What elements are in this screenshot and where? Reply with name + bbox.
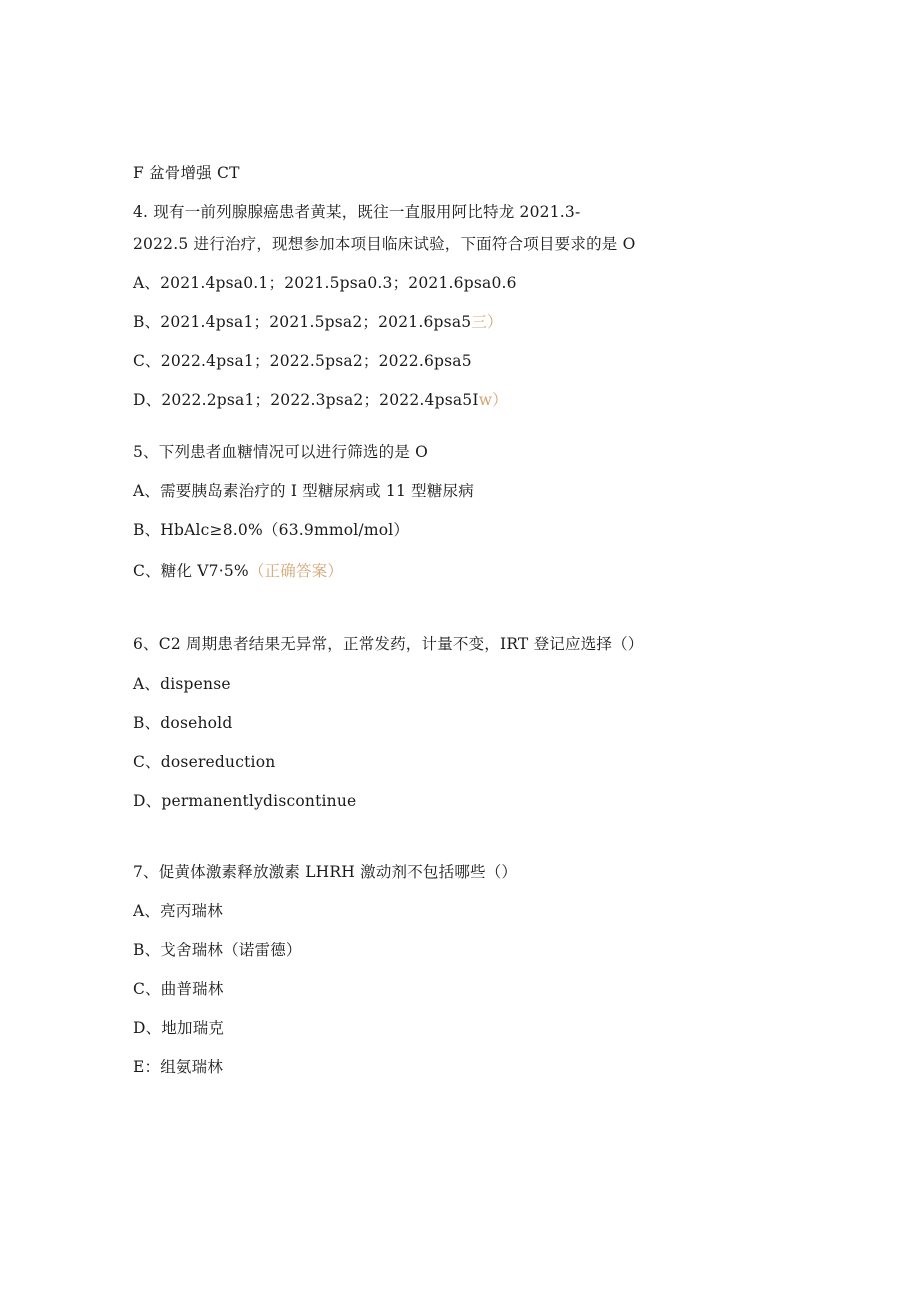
question-6-option-a	[133, 674, 231, 694]
answer-mark: （正确答案）	[248, 562, 344, 580]
option-text: B、dosehold	[133, 714, 233, 732]
answer-mark: w）	[478, 391, 508, 409]
question-7-option-e	[133, 1057, 223, 1077]
question-6-option-b	[133, 713, 232, 733]
question-4-option-a	[133, 273, 517, 293]
option-text: B、HbAlc≥8.0%（63.9mmol/mol）	[133, 521, 410, 539]
option-text: C、dosereduction	[133, 753, 276, 771]
question-7-option-b	[133, 940, 302, 960]
option-text: E：组氨瑞林	[133, 1058, 224, 1076]
option-text: A、dispense	[133, 675, 231, 693]
option-text: C、糖化 V7·5%	[133, 562, 249, 580]
question-4-stem-line-2: 2022.5 进行治疗，现想参加本项目临床试验，下面符合项目要求的是 O	[133, 235, 636, 253]
question-7-option-c	[133, 979, 224, 999]
option-text: B、戈舍瑞林（诺雷德）	[133, 941, 302, 959]
question-4-option-b	[133, 312, 503, 332]
question-6-option-c	[133, 752, 275, 772]
question-6-option-d	[133, 791, 356, 811]
question-5-option-a	[133, 481, 474, 501]
option-f-prev-question: F 盆骨增强 CT	[133, 164, 240, 182]
question-5-stem: 5、下列患者血糖情况可以进行筛选的是 O	[133, 443, 428, 461]
question-5-option-c	[133, 561, 343, 581]
question-7-option-a	[133, 901, 223, 921]
question-4-stem-line-1: 4. 现有一前列腺腺癌患者黄某，既往一直服用阿比特龙 2021.3-	[133, 203, 581, 221]
option-text: D、2022.2psa1；2022.3psa2；2022.4psa5I	[133, 391, 479, 409]
option-text: A、2021.4psa0.1；2021.5psa0.3；2021.6psa0.6	[133, 274, 517, 292]
question-6-stem: 6、C2 周期患者结果无异常，正常发药，计量不变，IRT 登记应选择（）	[133, 635, 644, 653]
option-text: C、2022.4psa1；2022.5psa2；2022.6psa5	[133, 352, 472, 370]
option-text: A、亮丙瑞林	[133, 902, 223, 920]
question-4-option-d	[133, 390, 508, 410]
option-text: A、需要胰岛素治疗的 I 型糖尿病或 11 型糖尿病	[133, 482, 474, 500]
answer-mark: 三）	[471, 313, 503, 331]
question-7-stem: 7、促黄体激素释放激素 LHRH 激动剂不包括哪些（）	[133, 863, 518, 881]
question-5-option-b	[133, 520, 409, 540]
question-7-option-d	[133, 1018, 224, 1038]
option-text: D、permanentlydiscontinue	[133, 792, 357, 810]
option-text: B、2021.4psa1；2021.5psa2；2021.6psa5	[133, 313, 472, 331]
question-4-option-c	[133, 351, 472, 371]
option-text: D、地加瑞克	[133, 1019, 225, 1037]
option-text: C、曲普瑞林	[133, 980, 224, 998]
